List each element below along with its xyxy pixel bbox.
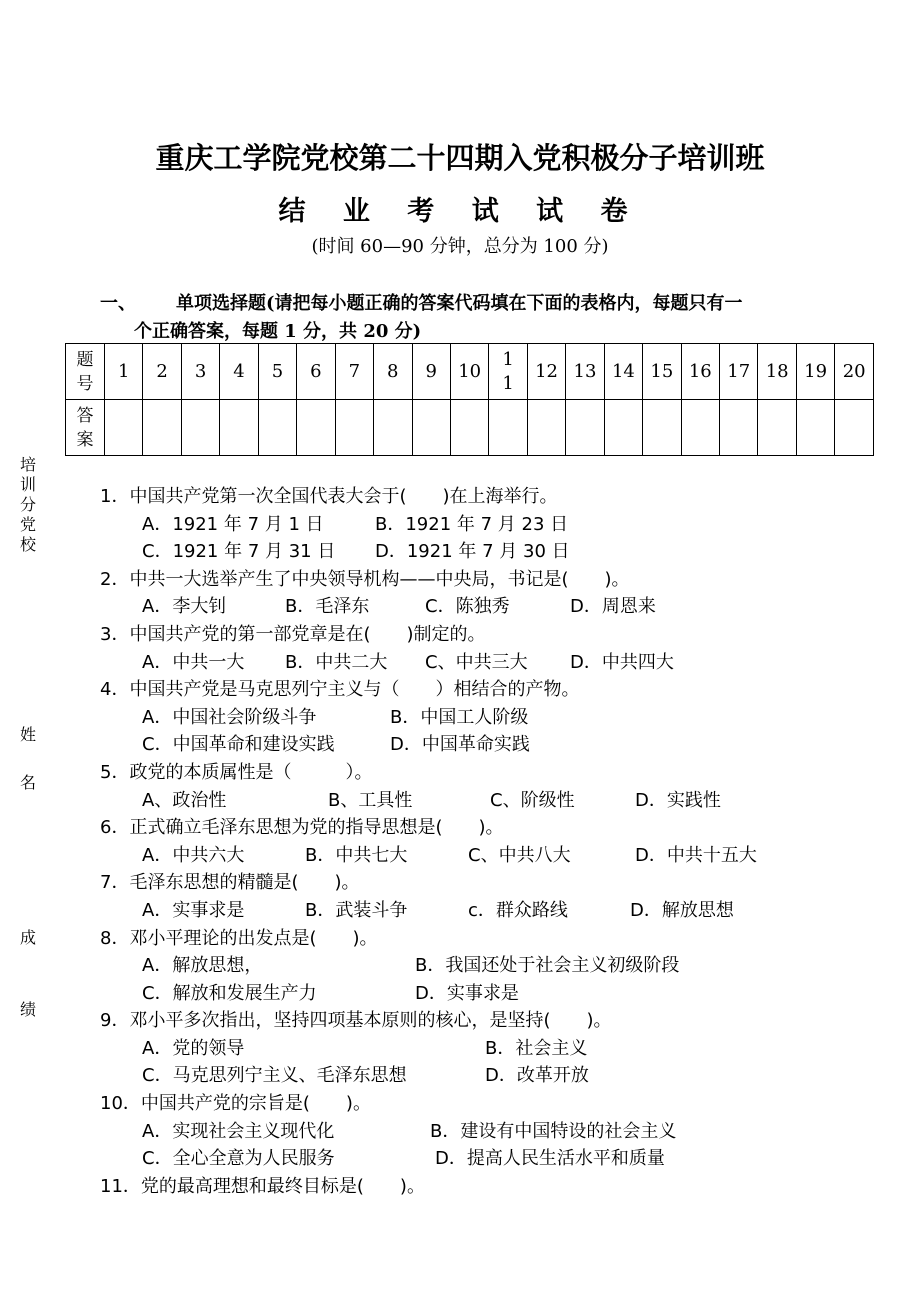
- answer-cell[interactable]: [681, 400, 719, 456]
- answer-cell[interactable]: [374, 400, 412, 456]
- option-row: [100, 511, 900, 539]
- answer-cell[interactable]: [604, 400, 642, 456]
- option-c: C、中共八大: [468, 844, 571, 866]
- option-a: C．1921 年 7 月 31 日: [142, 541, 336, 563]
- option-b: B．武装斗争: [305, 899, 408, 921]
- answer-cell[interactable]: [835, 400, 874, 456]
- option-a: A．解放思想，: [142, 955, 263, 977]
- question-number-cell: 1 1: [489, 344, 527, 400]
- answer-table-number-row: [66, 344, 874, 400]
- option-row: [100, 649, 900, 677]
- answer-cell[interactable]: [489, 400, 527, 456]
- option-b: B．中共二大: [285, 651, 388, 673]
- question-text: 8．邓小平理论的出发点是( )。: [100, 927, 378, 949]
- option-row: [100, 704, 900, 732]
- answer-cell[interactable]: [258, 400, 296, 456]
- question-number-cell: 8: [374, 344, 412, 400]
- question-text: 1．中国共产党第一次全国代表大会于( )在上海举行。: [100, 486, 558, 507]
- option-b: B．1921 年 7 月 23 日: [375, 513, 569, 535]
- option-b: D．改革开放: [485, 1065, 589, 1087]
- option-b: D．中国革命实践: [390, 734, 530, 756]
- answer-cell[interactable]: [758, 400, 796, 456]
- option-b: D．提高人民生活水平和质量: [435, 1148, 665, 1170]
- option-row: [100, 731, 900, 759]
- answer-cell[interactable]: [297, 400, 335, 456]
- option-b: B、工具性: [328, 789, 413, 811]
- question-text: 6．正式确立毛泽东思想为党的指导思想是( )。: [100, 817, 504, 839]
- answer-cell[interactable]: [335, 400, 373, 456]
- option-row: [100, 842, 900, 870]
- option-a: A．实现社会主义现代化: [142, 1120, 335, 1142]
- option-d: D．中共十五大: [635, 844, 757, 866]
- option-b: D．实事求是: [415, 982, 519, 1004]
- exam-title: 重庆工学院党校第二十四期入党积极分子培训班: [155, 141, 765, 175]
- option-row: [100, 1035, 900, 1063]
- option-a: A．中国社会阶级斗争: [142, 706, 317, 728]
- option-b: B．毛泽东: [285, 596, 370, 618]
- section-title-line1: 单项选择题(请把每小题正确的答案代码填在下面的表格内，每题只有一: [176, 293, 743, 314]
- option-row: [100, 952, 900, 980]
- question-number-cell: 14: [604, 344, 642, 400]
- answer-cell[interactable]: [143, 400, 181, 456]
- option-row: [100, 787, 900, 815]
- option-d: D．中共四大: [570, 651, 674, 673]
- question-number-cell: 20: [835, 344, 874, 400]
- option-b: B．中共七大: [305, 844, 408, 866]
- option-a: A．中共一大: [142, 651, 245, 673]
- answer-cell[interactable]: [105, 400, 143, 456]
- question-number-cell: 10: [450, 344, 488, 400]
- option-a: A．1921 年 7 月 1 日: [142, 513, 324, 535]
- option-row: [100, 980, 900, 1008]
- answer-cell[interactable]: [720, 400, 758, 456]
- option-a: C．解放和发展生产力: [142, 982, 317, 1004]
- option-b: D．1921 年 7 月 30 日: [375, 541, 570, 563]
- question-number-cell: 5: [258, 344, 296, 400]
- option-b: B．我国还处于社会主义初级阶段: [415, 955, 680, 977]
- question-number-cell: 9: [412, 344, 450, 400]
- question-list: [100, 483, 900, 1200]
- option-a: A．党的领导: [142, 1037, 245, 1059]
- section-heading: [100, 290, 860, 346]
- question-number-cell: 12: [527, 344, 565, 400]
- option-b: B．社会主义: [485, 1037, 588, 1059]
- question-number-cell: 16: [681, 344, 719, 400]
- option-b: B．中国工人阶级: [390, 706, 529, 728]
- question-text: 9．邓小平多次指出，坚持四项基本原则的核心，是坚持( )。: [100, 1010, 612, 1032]
- question-number-cell: 3: [181, 344, 219, 400]
- answer-table-answer-label: 答 案: [66, 400, 105, 456]
- side-label-score: 成 绩: [19, 928, 36, 1019]
- option-a: C．中国革命和建设实践: [142, 734, 335, 756]
- question-text: 4．中国共产党是马克思列宁主义与（ ）相结合的产物。: [100, 679, 580, 701]
- option-a: A．实事求是: [142, 899, 245, 921]
- option-c: C、中共三大: [425, 651, 528, 673]
- question-number-cell: 2: [143, 344, 181, 400]
- side-label-name: 姓 名: [19, 725, 36, 792]
- question-number-cell: 6: [297, 344, 335, 400]
- question-number-cell: 1: [105, 344, 143, 400]
- option-c: c．群众路线: [468, 899, 568, 921]
- option-a: A．李大钊: [142, 596, 227, 618]
- question-number-cell: 17: [720, 344, 758, 400]
- answer-table-answer-row: [66, 400, 874, 456]
- option-row: [100, 1062, 900, 1090]
- option-a: C．全心全意为人民服务: [142, 1148, 335, 1170]
- section-number: 一、: [100, 293, 136, 314]
- option-row: [100, 593, 900, 621]
- question-text: 5．政党的本质属性是（ ）。: [100, 761, 373, 783]
- option-c: C．陈独秀: [425, 596, 510, 618]
- question-text: 3．中国共产党的第一部党章是在( )制定的。: [100, 623, 486, 645]
- question-number-cell: 4: [220, 344, 258, 400]
- option-a: A．中共六大: [142, 844, 245, 866]
- exam-subtitle: 结 业 考 试 试 卷: [278, 196, 642, 227]
- option-d: D．实践性: [635, 789, 721, 811]
- option-row: [100, 1118, 900, 1146]
- option-row: [100, 897, 900, 925]
- question-number-cell: 13: [566, 344, 604, 400]
- option-a: C．马克思列宁主义、毛泽东思想: [142, 1065, 407, 1087]
- option-c: C、阶级性: [490, 789, 575, 811]
- answer-table: [65, 343, 874, 456]
- question-text: 7．毛泽东思想的精髓是( )。: [100, 872, 360, 894]
- option-d: D．解放思想: [630, 899, 734, 921]
- side-label-school: 培 训 分 党 校: [19, 455, 36, 554]
- answer-cell[interactable]: [643, 400, 681, 456]
- answer-cell[interactable]: [796, 400, 834, 456]
- question-number-cell: 15: [643, 344, 681, 400]
- option-row: [100, 538, 900, 566]
- option-a: A、政治性: [142, 789, 227, 811]
- answer-table-number-label: 题 号: [66, 344, 105, 400]
- answer-cell[interactable]: [181, 400, 219, 456]
- option-row: [100, 1145, 900, 1173]
- question-number-cell: 18: [758, 344, 796, 400]
- answer-cell[interactable]: [450, 400, 488, 456]
- question-text: 10．中国共产党的宗旨是( )。: [100, 1093, 371, 1115]
- answer-cell[interactable]: [566, 400, 604, 456]
- question-text: 2．中共一大选举产生了中央领导机构——中央局，书记是( )。: [100, 568, 630, 590]
- question-number-cell: 7: [335, 344, 373, 400]
- option-d: D．周恩来: [570, 596, 656, 618]
- answer-cell[interactable]: [220, 400, 258, 456]
- section-title-line2: 个正确答案，每题 1 分，共 20 分): [134, 321, 422, 342]
- exam-time-note: (时间 60—90 分钟，总分为 100 分): [311, 236, 609, 257]
- answer-cell[interactable]: [527, 400, 565, 456]
- answer-cell[interactable]: [412, 400, 450, 456]
- option-b: B．建设有中国特设的社会主义: [430, 1120, 677, 1142]
- question-text: 11．党的最高理想和最终目标是( )。: [100, 1175, 425, 1197]
- question-number-cell: 19: [796, 344, 834, 400]
